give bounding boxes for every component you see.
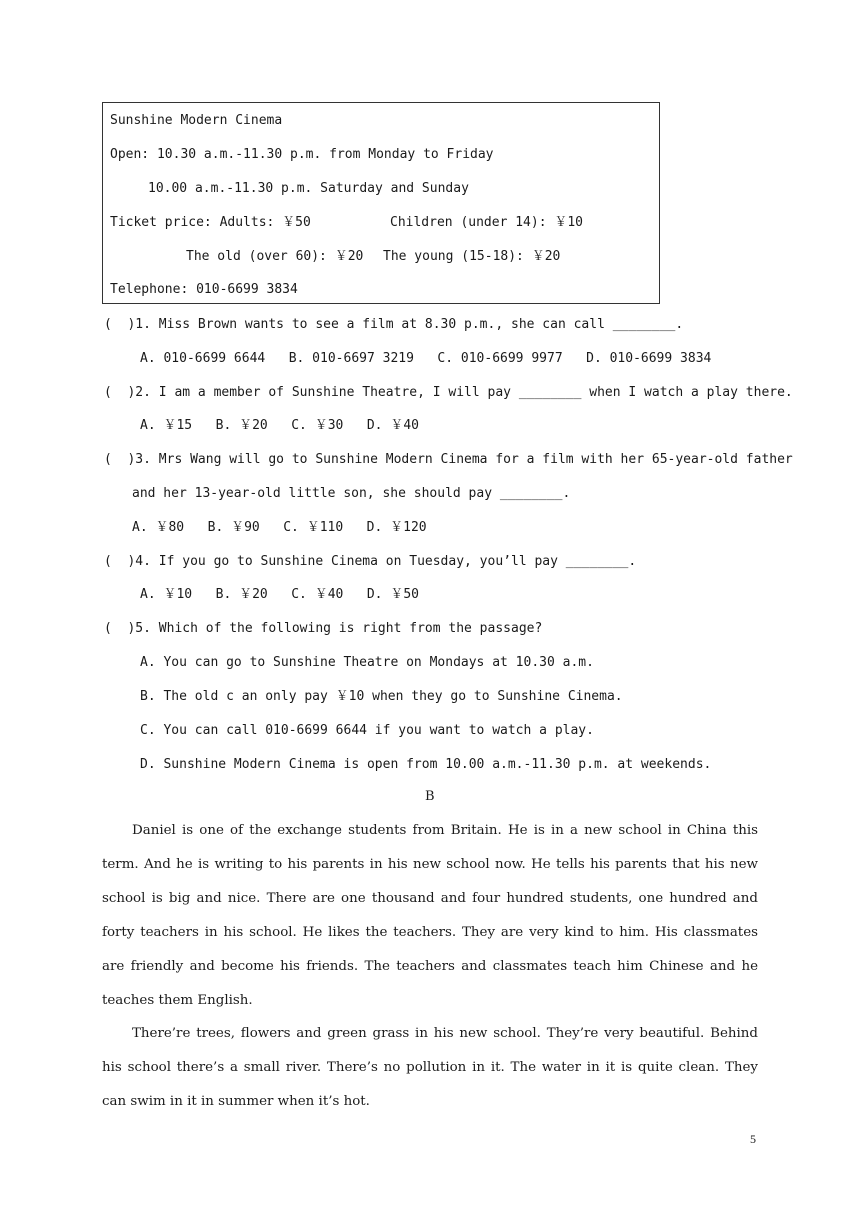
question-5-option-c: C. You can call 010-6699 6644 if you want to watch a play. [140, 723, 594, 738]
notice-title: Sunshine Modern Cinema [110, 113, 283, 128]
notice-price-young: The young (15-18): ￥20 [383, 249, 561, 264]
question-1-stem: ( )1. Miss Brown wants to see a film at 8.30 p.m., she can call ________. [104, 317, 684, 332]
question-3-options: A. ￥80 B. ￥90 C. ￥110 D. ￥120 [132, 520, 427, 535]
notice-price-children: Children (under 14): ￥10 [390, 215, 584, 230]
notice-price-adults: Ticket price: Adults: ￥50 [110, 215, 311, 230]
notice-open-weekdays: Open: 10.30 a.m.-11.30 p.m. from Monday to Friday [110, 147, 494, 162]
question-1-options: A. 010-6699 6644 B. 010-6697 3219 C. 010-6699 9977 D. 010-6699 3834 [140, 351, 712, 366]
question-5-option-a: A. You can go to Sunshine Theatre on Mondays at 10.30 a.m. [140, 655, 594, 670]
question-4-options: A. ￥10 B. ￥20 C. ￥40 D. ￥50 [140, 587, 419, 602]
question-5-option-d: D. Sunshine Modern Cinema is open from 10.00 a.m.-11.30 p.m. at weekends. [140, 757, 712, 772]
section-b-heading: B [425, 789, 435, 804]
question-3-stem-continued: and her 13-year-old little son, she should pay ________. [132, 486, 571, 501]
notice-open-weekend: 10.00 a.m.-11.30 p.m. Saturday and Sunday [148, 181, 469, 196]
cinema-notice-box [102, 102, 660, 304]
section-b-paragraph-1: Daniel is one of the exchange students from Britain. He is in a new school in China this term. And he is writing to his parents in his new school now. He tells his parents that his new school is big and nice. There are one thousand and four hundred students, one hundred and forty teachers in his school. He likes the teachers. They are very kind to him. His classmates are friendly and become his friends. The teachers and classmates teach him Chinese and he teaches them English. [102, 823, 758, 1008]
notice-telephone: Telephone: 010-6699 3834 [110, 282, 298, 297]
question-2-stem: ( )2. I am a member of Sunshine Theatre, I will pay ________ when I watch a play there. [104, 385, 793, 400]
question-4-stem: ( )4. If you go to Sunshine Cinema on Tuesday, you’ll pay ________. [104, 554, 637, 569]
question-5-stem: ( )5. Which of the following is right from the passage? [104, 621, 543, 636]
question-2-options: A. ￥15 B. ￥20 C. ￥30 D. ￥40 [140, 418, 419, 433]
question-5-option-b: B. The old c an only pay ￥10 when they go to Sunshine Cinema. [140, 689, 623, 704]
section-b-paragraph-2: There’re trees, flowers and green grass in his new school. They’re very beautiful. Behind his school there’s a small river. There’s no pollution in it. The water in it is quite clean. They can swim in it in summer when it’s hot. [102, 1026, 758, 1109]
question-3-stem: ( )3. Mrs Wang will go to Sunshine Modern Cinema for a film with her 65-year-old father [104, 452, 793, 467]
notice-price-old: The old (over 60): ￥20 [186, 249, 364, 264]
page-number: 5 [750, 1132, 756, 1146]
